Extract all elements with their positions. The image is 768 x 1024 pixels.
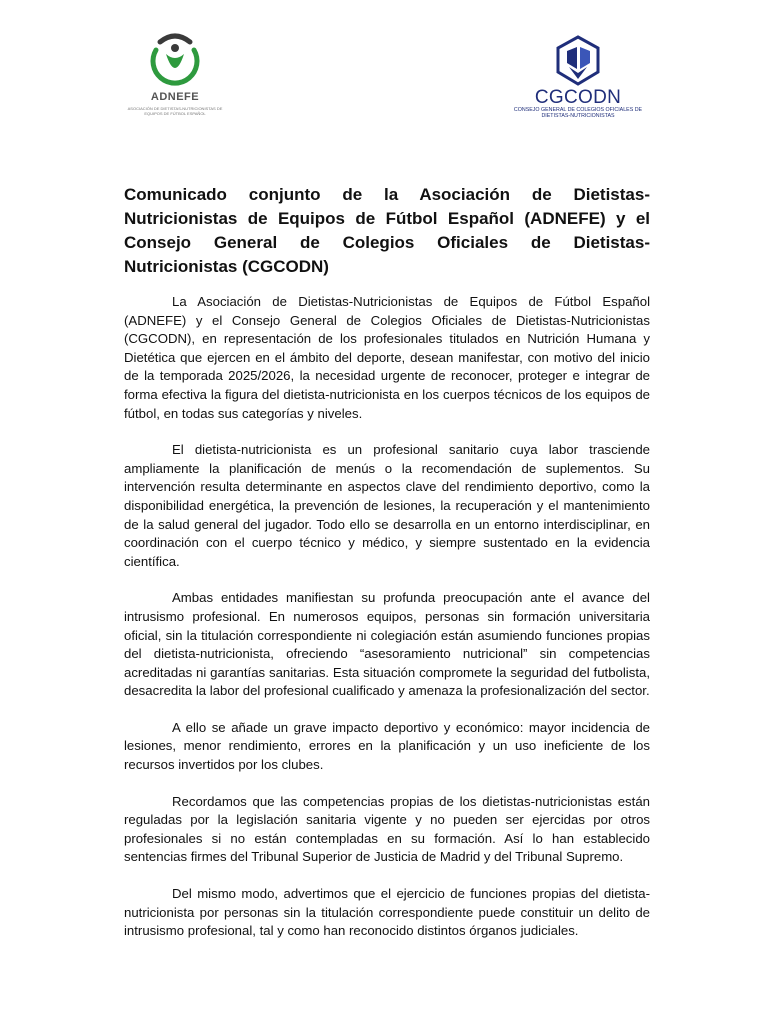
paragraph-5: Recordamos que las competencias propias de los dietistas-nutricionistas están reguladas por la legislación sanitaria vigente y no pueden ser ejercidas por otros profesionales si no están contempladas en su formación. Así lo han establecido sentencias firmes del Tribunal Superior de Justicia de Madrid y del Tribunal Supremo.	[124, 793, 650, 865]
cgcodn-logo	[513, 35, 643, 130]
cgcodn-emblem-icon	[555, 35, 601, 87]
adnefe-logo-name: ADNEFE	[150, 91, 200, 103]
adnefe-logo	[120, 32, 230, 132]
paragraph-3: Ambas entidades manifiestan su profunda preocupación ante el avance del intrusismo profesional. En numerosos equipos, personas sin formación universitaria oficial, sin la titulación correspondiente ni colegiación están asumiendo funciones propias del dietista-nutricionista, ofreciendo “asesoramiento nutricional” sin competencias acreditadas ni garantías sanitarias. Esta situación compromete la seguridad del futbolista, desacredita la labor del profesional cualificado y amenaza la profesionalización del sector.	[124, 590, 650, 699]
document-title: Comunicado conjunto de la Asociación de Dietistas-Nutricionistas de Equipos de Fútbol Español (ADNEFE) y el Consejo General de Colegios Oficiales de Dietistas-Nutricionistas (CGCODN)	[124, 185, 650, 276]
paragraph-6: Del mismo modo, advertimos que el ejercicio de funciones propias del dietista-nutricionista por personas sin la titulación correspondiente puede constituir un delito de intrusismo profesional, tal y como han reconocido distintos órganos judiciales.	[124, 886, 650, 939]
adnefe-emblem-icon	[146, 32, 204, 88]
paragraph-1: La Asociación de Dietistas-Nutricionistas de Equipos de Fútbol Español (ADNEFE) y el Consejo General de Colegios Oficiales de Dietistas-Nutricionistas (CGCODN), en representación de los profesionales titulados en Nutrición Humana y Dietética que ejercen en el ámbito del deporte, desean manifestar, con motivo del inicio de la temporada 2025/2026, la necesidad urgente de reconocer, proteger e integrar de forma efectiva la figura del dietista-nutricionista en los cuerpos técnicos de los equipos de fútbol, en todas sus categorías y niveles.	[124, 294, 650, 421]
cgcodn-logo-name: CGCODN	[534, 87, 622, 108]
cgcodn-logo-subtitle: CONSEJO GENERAL DE COLEGIOS OFICIALES DE DIETISTAS-NUTRICIONISTAS	[513, 107, 643, 119]
adnefe-logo-subtitle: ASOCIACIÓN DE DIETISTAS-NUTRICIONISTAS DE EQUIPOS DE FÚTBOL ESPAÑOL	[127, 106, 223, 116]
document-body	[124, 183, 650, 959]
paragraph-2: El dietista-nutricionista es un profesional sanitario cuya labor trasciende ampliamente la planificación de menús o la recomendación de suplementos. Su intervención resulta determinante en aspectos clave del rendimiento deportivo, como la disponibilidad energética, la prevención de lesiones, la recuperación y el mantenimiento de la salud general del jugador. Todo ello se desarrolla en un entorno interdisciplinar, en coordinación con el cuerpo técnico y médico, y siempre sustentado en la evidencia científica.	[124, 442, 650, 569]
paragraph-4: A ello se añade un grave impacto deportivo y económico: mayor incidencia de lesiones, menor rendimiento, errores en la planificación y un uso ineficiente de los recursos invertidos por los clubes.	[124, 719, 650, 773]
